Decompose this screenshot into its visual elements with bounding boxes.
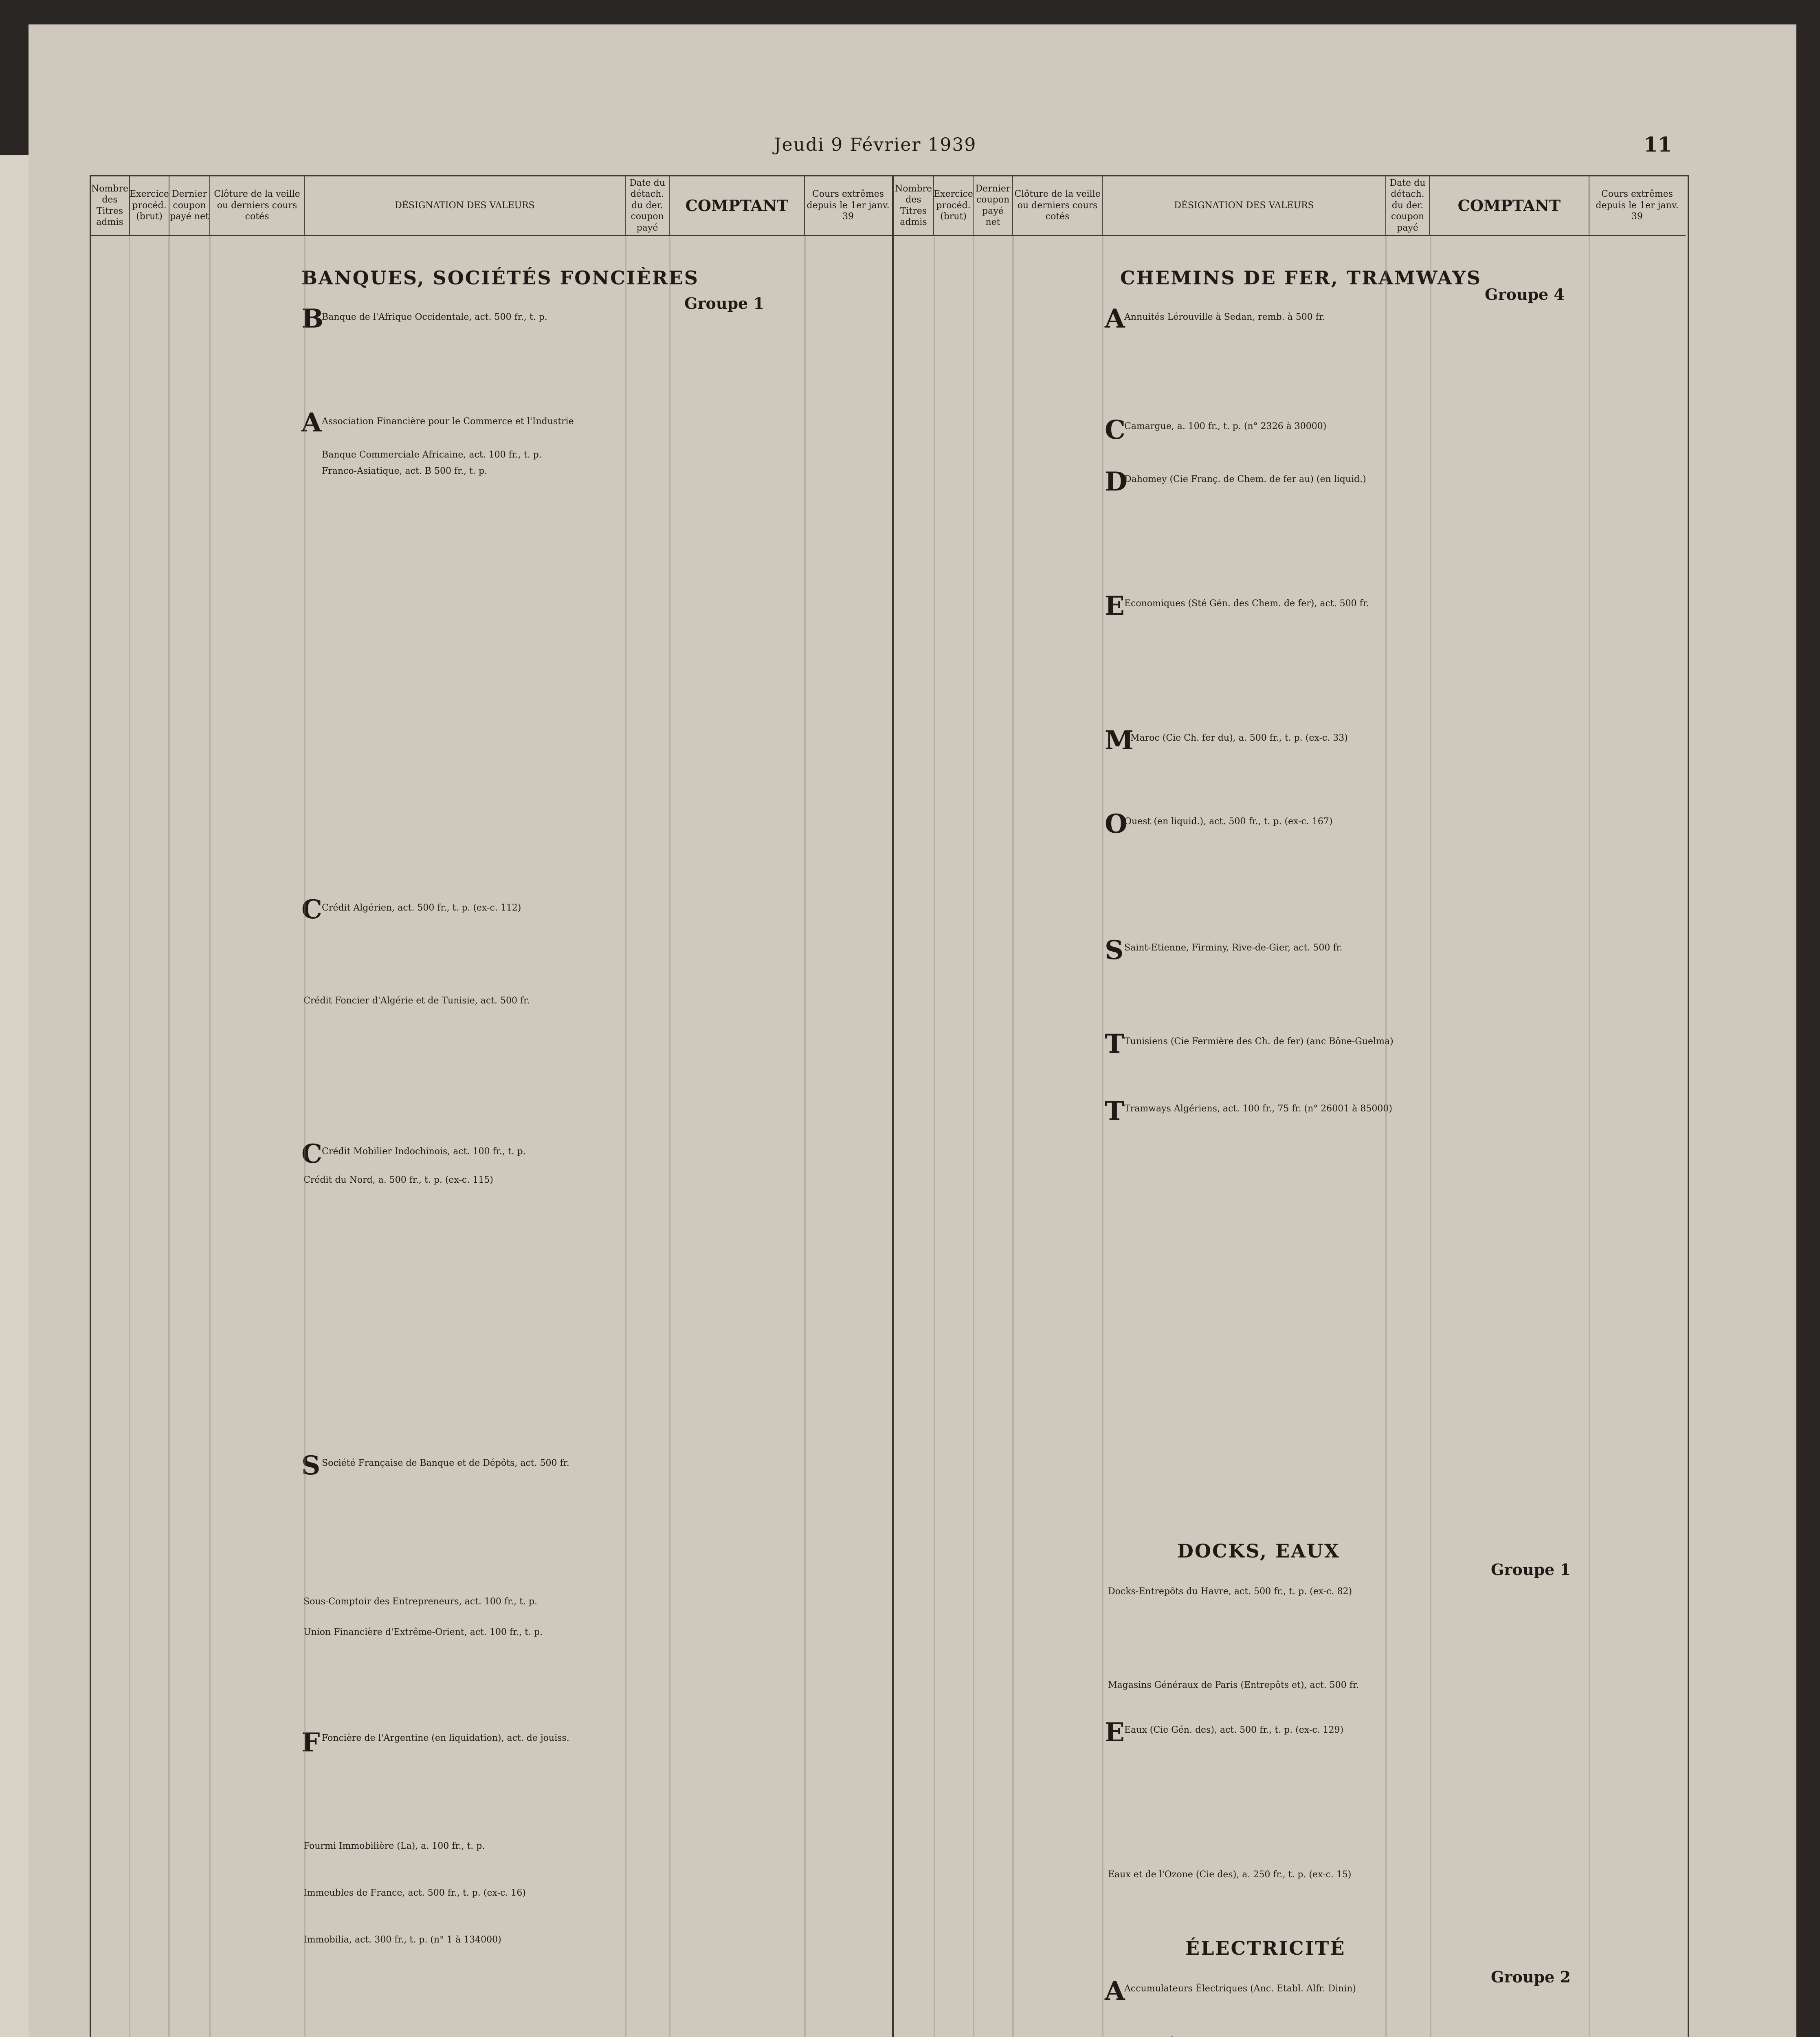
listing-entry: Magasins Généraux de Paris (Entrepôts et), act. 500 fr. [1108,1680,1359,1690]
group-left-1: Groupe 1 [684,294,764,312]
drop-letter: A [301,407,322,438]
group-right-2: Groupe 2 [1491,1968,1571,1986]
listing-entry: Tunisiens (Cie Fermière des Ch. de fer) (anc Bône-Guelma) [1124,1036,1394,1047]
section-docks-eaux: DOCKS, EAUX [1177,1540,1340,1562]
adjacent-page-edge [0,155,29,2037]
page-date: Jeudi 9 Février 1939 [774,134,977,155]
section-chemins-de-fer: CHEMINS DE FER, TRAMWAYS [1120,267,1482,289]
drop-letter: F [301,1727,320,1758]
listing-entry: Foncière de l'Argentine (en liquidation), act. de jouiss. [322,1733,569,1743]
column-rule [304,236,306,2037]
listing-entry: Economiques (Sté Gén. des Chem. de fer), act. 500 fr. [1124,598,1369,609]
listing-entry: Franco-Asiatique, act. B 500 fr., t. p. [322,466,488,476]
listing-entry: Eaux et de l'Ozone (Cie des), a. 250 fr., t. p. (ex-c. 15) [1108,1870,1352,1880]
heading-exercice: Exercice procéd. (brut) [130,176,169,235]
page-number: 11 [1644,132,1672,156]
drop-letter: M [1105,725,1134,756]
listing-entry: Banque de l'Afrique Occidentale, act. 500 fr., t. p. [322,312,547,322]
drop-letter: B [301,304,324,334]
drop-letter: S [301,1450,321,1481]
section-electricite: ÉLECTRICITÉ [1185,1937,1346,1959]
heading-designation: DÉSIGNATION DES VALEURS [305,176,626,235]
column-rule [804,236,806,2037]
listing-entry [1108,2035,1353,2037]
right-column-headings [894,176,1686,236]
listing-entry: Eaux (Cie Gén. des), act. 500 fr., t. p. (ex-c. 129) [1124,1725,1344,1735]
heading-date-detach-r: Date du détach. du der. coupon payé [1386,176,1430,235]
drop-letter: O [1105,809,1128,839]
heading-exercice-r: Exercice procéd. (brut) [934,176,974,235]
listing-entry: Sous-Comptoir des Entrepreneurs, act. 100 fr., t. p. [303,1597,537,1607]
column-rule [168,236,170,2037]
listing-entry: Camargue, a. 100 fr., t. p. (n° 2326 à 30000) [1124,421,1327,431]
heading-nombre-titres-r: Nombre des Titres admis [894,176,934,235]
left-column-headings [90,176,892,236]
listing-entry: Immeubles de France, act. 500 fr., t. p. (ex-c. 16) [303,1888,526,1898]
column-rule [934,236,935,2037]
heading-date-detach: Date du détach. du der. coupon payé [626,176,670,235]
column-rule [1012,236,1014,2037]
column-rule [973,236,974,2037]
listing-entry: Crédit du Nord, a. 500 fr., t. p. (ex-c. 115) [303,1175,493,1185]
heading-cloture: Clôture de la veille ou derniers cours cotés [210,176,305,235]
heading-comptant-r: COMPTANT [1430,176,1589,235]
drop-letter: C [301,1139,322,1169]
listing-entry: Accumulateurs Électriques (Anc. Etabl. Alfr. Dinin) [1124,1984,1356,1994]
heading-dernier-coupon: Dernier coupon payé net [169,176,210,235]
column-rule [625,236,626,2037]
listing-entry: Annuités Lérouville à Sedan, remb. à 500 fr. [1124,312,1325,322]
drop-letter: E [1105,1717,1125,1748]
drop-letter: C [1105,415,1125,445]
heading-nombre-titres: Nombre des Titres admis [90,176,130,235]
center-divider [892,175,894,2037]
listing-entry: Fourmi Immobilière (La), a. 100 fr., t. p. [303,1841,485,1851]
listing-entry: Docks-Entrepôts du Havre, act. 500 fr., t. p. (ex-c. 82) [1108,1586,1352,1597]
group-right-1: Groupe 1 [1491,1560,1571,1579]
listing-entry: Crédit Mobilier Indochinois, act. 100 fr., t. p. [322,1146,526,1157]
group-right-4: Groupe 4 [1485,285,1565,304]
listing-entry: Société Française de Banque et de Dépôts, act. 500 fr. [322,1458,569,1468]
drop-letter: T [1105,1029,1124,1059]
listing-entry: Association Financière pour le Commerce et l'Industrie [322,416,574,427]
heading-cours-extremes: Cours extrêmes depuis le 1er janv. 39 [807,189,890,222]
column-rule [1430,236,1431,2037]
listing-entry: Maroc (Cie Ch. fer du), a. 500 fr., t. p. (ex-c. 33) [1130,733,1348,743]
heading-cloture-r: Clôture de la veille ou derniers cours cotés [1013,176,1103,235]
column-rule [1589,236,1590,2037]
listing-entry: Crédit Algérien, act. 500 fr., t. p. (ex-c. 112) [322,903,521,913]
section-banques: BANQUES, SOCIÉTÉS FONCIÈRES [301,267,699,289]
column-rule [209,236,211,2037]
column-rule [129,236,130,2037]
column-rule [1102,236,1103,2037]
drop-letter: T [1105,1096,1124,1126]
column-rule [669,236,670,2037]
heading-comptant: COMPTANT [670,176,805,235]
listing-entry: Union Financière d'Extrême-Orient, act. 100 fr., t. p. [303,1627,543,1637]
listing-entry: Immobilia, act. 300 fr., t. p. (n° 1 à 134000) [303,1935,501,1945]
listing-entry: Banque Commerciale Africaine, act. 100 fr., t. p. [322,450,542,460]
drop-letter: A [1105,1976,1125,2006]
heading-cours-extremes-r: Cours extrêmes depuis le 1er janv. 39 [1596,189,1679,222]
drop-letter: C [301,894,322,925]
listing-entry: Crédit Foncier d'Algérie et de Tunisie, act. 500 fr. [303,996,530,1006]
column-rule [1385,236,1387,2037]
listing-entry: Ouest (en liquid.), act. 500 fr., t. p. (ex-c. 167) [1124,816,1333,827]
listing-entry: Dahomey (Cie Franç. de Chem. de fer au) (en liquid.) [1124,474,1366,484]
heading-designation-r: DÉSIGNATION DES VALEURS [1103,176,1386,235]
drop-letter: E [1105,591,1125,621]
listing-entry: Saint-Etienne, Firminy, Rive-de-Gier, act. 500 fr. [1124,943,1343,953]
drop-letter: S [1105,935,1124,966]
listing-entry: Tramways Algériens, act. 100 fr., 75 fr. (n° 26001 à 85000) [1124,1104,1392,1114]
drop-letter: A [1105,304,1125,334]
heading-dernier-coupon-r: Dernier coupon payé net [974,176,1013,235]
drop-letter: D [1105,466,1128,497]
